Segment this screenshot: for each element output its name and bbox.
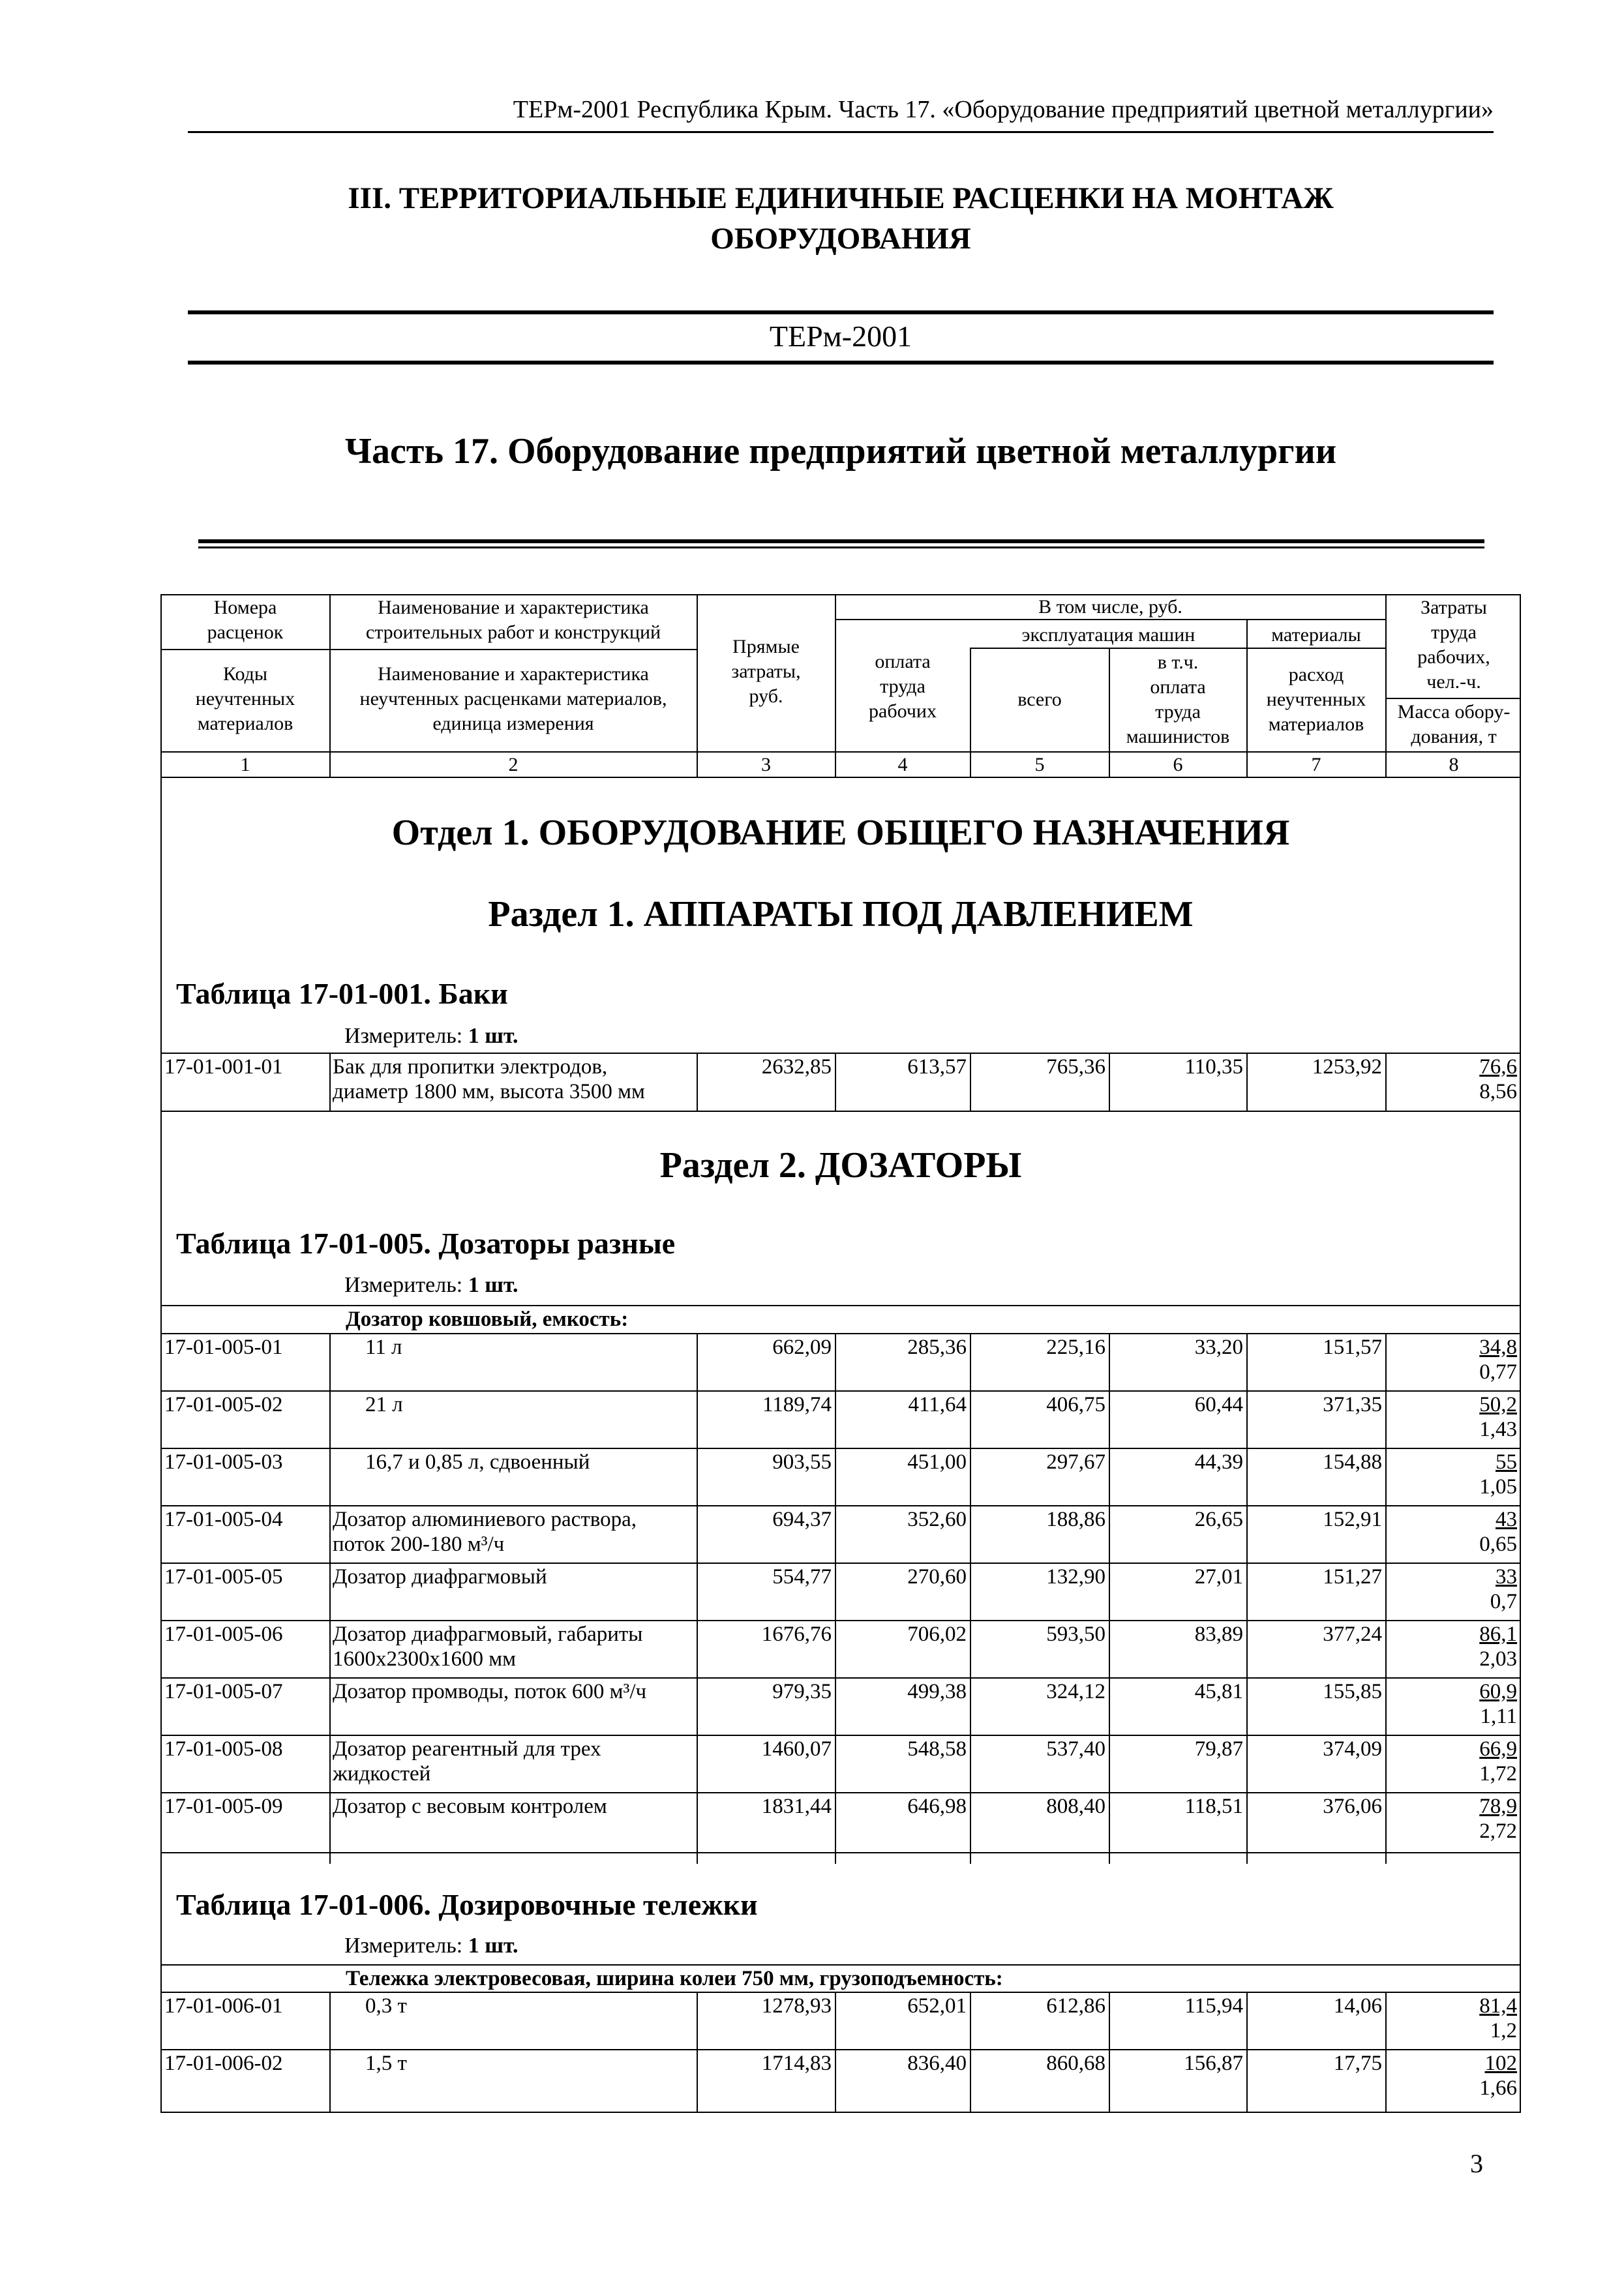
code-title: ТЕРм-2001 (769, 320, 912, 353)
work-name: Дозатор алюминиевого раствора, (333, 1508, 637, 1531)
column-number: 4 (897, 754, 908, 775)
column-number: 6 (1173, 754, 1183, 775)
cost-value: 694,37 (772, 1508, 832, 1531)
rate-code: 17-01-005-06 (164, 1623, 283, 1646)
row-column-divider (329, 1677, 331, 1735)
row-rule (160, 1677, 1521, 1679)
work-name: Дозатор диафрагмовый, габариты (333, 1623, 643, 1646)
row-column-divider (329, 1390, 331, 1448)
row-rule (160, 1390, 1521, 1392)
cost-value: 285,36 (907, 1336, 967, 1359)
cost-value: 132,90 (1046, 1565, 1105, 1589)
cost-value: 593,50 (1046, 1623, 1105, 1646)
cost-value: 371,35 (1323, 1393, 1382, 1416)
cost-value: 377,24 (1323, 1623, 1382, 1646)
cost-value: 44,39 (1194, 1450, 1243, 1474)
running-header: ТЕРм-2001 Республика Крым. Часть 17. «Оборудование предприятий цветной металлургии» (513, 96, 1494, 123)
row-rule (160, 1620, 1521, 1621)
table-1-title: Таблица 17-01-001. Баки (176, 977, 508, 1010)
cost-value: 270,60 (907, 1565, 967, 1589)
code-title-top-rule (188, 310, 1494, 314)
column-number: 1 (240, 754, 250, 775)
equipment-mass: 1,66 (1479, 2076, 1517, 2100)
row-column-divider (329, 1620, 331, 1677)
cost-value: 765,36 (1046, 1055, 1105, 1079)
cost-value: 646,98 (907, 1795, 967, 1818)
table-2-group-title: Дозатор ковшовый, емкость: (346, 1308, 629, 1331)
work-name: 11 л (365, 1336, 402, 1359)
cost-value: 83,89 (1194, 1623, 1243, 1646)
cost-value: 155,85 (1323, 1680, 1382, 1703)
cost-value: 115,94 (1184, 1994, 1243, 2018)
labor-hours: 66,9 (1479, 1737, 1517, 1761)
header-including: В том числе, руб. (1038, 596, 1182, 618)
cost-value: 1460,07 (761, 1737, 832, 1761)
work-name: диаметр 1800 мм, высота 3500 мм (333, 1080, 645, 1103)
labor-hours: 43 (1496, 1508, 1517, 1531)
cost-value: 1831,44 (761, 1795, 832, 1818)
work-name: 1,5 т (365, 2052, 407, 2075)
cost-value: 27,01 (1194, 1565, 1243, 1589)
table-3-meter: Измеритель: 1 шт. (344, 1934, 519, 1958)
labor-hours: 60,9 (1479, 1680, 1517, 1703)
header-rule-4 (1385, 698, 1521, 699)
cost-value: 836,40 (907, 2052, 967, 2075)
labor-hours: 76,6 (1479, 1055, 1517, 1079)
cost-value: 79,87 (1194, 1737, 1243, 1761)
labor-hours: 78,9 (1479, 1795, 1517, 1818)
work-name: Дозатор с весовым контролем (333, 1795, 607, 1818)
labor-hours: 33 (1496, 1565, 1517, 1589)
part-title: Часть 17. Оборудование предприятий цветной металлургии (344, 431, 1337, 471)
razdel-1-title: Раздел 1. АППАРАТЫ ПОД ДАВЛЕНИЕМ (488, 894, 1194, 935)
cost-value: 612,86 (1046, 1994, 1105, 2018)
equipment-mass: 1,11 (1480, 1705, 1517, 1728)
cost-value: 1253,92 (1312, 1055, 1382, 1079)
rate-code: 17-01-006-01 (164, 1994, 283, 2018)
cost-value: 903,55 (772, 1450, 832, 1474)
cost-value: 406,75 (1046, 1393, 1105, 1416)
cost-value: 110,35 (1184, 1055, 1243, 1079)
work-name: Дозатор диафрагмовый (333, 1565, 547, 1589)
table-2-title: Таблица 17-01-005. Дозаторы разные (176, 1227, 676, 1260)
work-name: 21 л (365, 1393, 403, 1416)
header-machine-operation: эксплуатация машин (1021, 624, 1195, 646)
header-material-name: Наименование и характеристика неучтенных расценками материалов, единица измерения (359, 663, 667, 734)
row-rule (160, 2112, 1521, 2113)
cost-value: 706,02 (907, 1623, 967, 1646)
rate-code: 17-01-001-01 (164, 1055, 283, 1079)
equipment-mass: 1,72 (1479, 1762, 1517, 1786)
equipment-mass: 0,65 (1479, 1533, 1517, 1556)
rate-code: 17-01-005-09 (164, 1795, 283, 1818)
row-rule (160, 1053, 1521, 1054)
cost-value: 662,09 (772, 1336, 832, 1359)
labor-hours: 86,1 (1479, 1623, 1517, 1646)
rate-code: 17-01-005-04 (164, 1508, 283, 1531)
cost-value: 1714,83 (761, 2052, 832, 2075)
cost-value: 118,51 (1184, 1795, 1243, 1818)
table-1-meter: Измеритель: 1 шт. (344, 1024, 519, 1048)
cost-value: 26,65 (1194, 1508, 1243, 1531)
column-number: 3 (761, 754, 771, 775)
rate-code: 17-01-005-02 (164, 1393, 283, 1416)
cost-value: 499,38 (907, 1680, 967, 1703)
cost-value: 352,60 (907, 1508, 967, 1531)
cost-value: 451,00 (907, 1450, 967, 1474)
cost-value: 33,20 (1194, 1336, 1243, 1359)
equipment-mass: 0,77 (1479, 1360, 1517, 1384)
rate-code: 17-01-005-08 (164, 1737, 283, 1761)
header-equipment-mass: Масса обору- дования, т (1397, 701, 1511, 747)
work-name: 16,7 и 0,85 л, сдвоенный (365, 1450, 590, 1474)
rate-code: 17-01-005-03 (164, 1450, 283, 1474)
cost-value: 860,68 (1046, 2052, 1105, 2075)
part-title-rule-2 (198, 546, 1484, 548)
work-name: Бак для пропитки электродов, (333, 1055, 608, 1079)
cost-value: 225,16 (1046, 1336, 1105, 1359)
header-unaccounted-materials: расход неучтенных материалов (1266, 664, 1366, 735)
column-number: 7 (1311, 754, 1321, 775)
cost-value: 554,77 (772, 1565, 832, 1589)
table-2-meter: Измеритель: 1 шт. (344, 1273, 519, 1297)
rate-code: 17-01-006-02 (164, 2052, 283, 2075)
table-2-group-top-rule (160, 1305, 1521, 1306)
cost-value: 17,75 (1333, 2052, 1382, 2075)
razdel-2-title: Раздел 2. ДОЗАТОРЫ (659, 1145, 1022, 1186)
column-number: 2 (508, 754, 519, 775)
row-rule (160, 1852, 1521, 1853)
main-title-line-1: III. ТЕРРИТОРИАЛЬНЫЕ ЕДИНИЧНЫЕ РАСЦЕНКИ НА МОНТАЖ (348, 181, 1334, 215)
work-name: жидкостей (333, 1762, 431, 1786)
cost-value: 374,09 (1323, 1737, 1382, 1761)
header-direct-costs: Прямые затраты, руб. (731, 636, 801, 707)
row-rule (160, 1111, 1521, 1112)
row-rule (160, 2049, 1521, 2050)
header-materials: материалы (1271, 624, 1361, 646)
cost-value: 156,87 (1184, 2052, 1243, 2075)
cost-value: 45,81 (1194, 1680, 1243, 1703)
cost-value: 411,64 (908, 1393, 967, 1416)
header-worker-pay: оплата труда рабочих (869, 651, 937, 722)
cost-value: 613,57 (907, 1055, 967, 1079)
rate-code: 17-01-005-01 (164, 1336, 283, 1359)
cost-value: 324,12 (1046, 1680, 1105, 1703)
row-column-divider (329, 1448, 331, 1505)
cost-value: 2632,85 (761, 1055, 832, 1079)
part-title-rule-1 (198, 539, 1484, 543)
column-number: 5 (1034, 754, 1045, 775)
row-column-divider (329, 2049, 331, 2112)
cost-value: 652,01 (907, 1994, 967, 2018)
cost-value: 1189,74 (762, 1393, 832, 1416)
row-rule (160, 1735, 1521, 1736)
table-3-group-title: Тележка электровесовая, ширина колеи 750 мм, грузоподъемность: (346, 1967, 1003, 1990)
table-3-title: Таблица 17-01-006. Дозировочные тележки (176, 1888, 758, 1921)
header-material-codes: Коды неучтенных материалов (195, 663, 295, 734)
work-name: Дозатор промводы, поток 600 м³/ч (333, 1680, 647, 1703)
cost-value: 808,40 (1046, 1795, 1105, 1818)
cost-value: 188,86 (1046, 1508, 1105, 1531)
cost-value: 548,58 (907, 1737, 967, 1761)
cost-value: 152,91 (1323, 1508, 1382, 1531)
cost-value: 1278,93 (761, 1994, 832, 2018)
page-number: 3 (1470, 2149, 1483, 2178)
row-column-divider (329, 1735, 331, 1792)
equipment-mass: 1,05 (1479, 1475, 1517, 1499)
otdel-title: Отдел 1. ОБОРУДОВАНИЕ ОБЩЕГО НАЗНАЧЕНИЯ (391, 813, 1290, 853)
header-machines-total: всего (1017, 689, 1062, 710)
labor-hours: 55 (1496, 1450, 1517, 1474)
equipment-mass: 1,2 (1490, 2019, 1517, 2042)
equipment-mass: 8,56 (1479, 1080, 1517, 1103)
cost-value: 979,35 (772, 1680, 832, 1703)
row-column-divider (329, 1505, 331, 1563)
running-header-rule (188, 131, 1494, 133)
work-name: поток 200-180 м³/ч (333, 1533, 505, 1556)
cost-value: 297,67 (1046, 1450, 1105, 1474)
work-name: 0,3 т (365, 1994, 407, 2018)
row-rule (160, 1505, 1521, 1506)
row-column-divider (329, 1333, 331, 1390)
header-labor-costs: Затраты труда рабочих, чел.-ч. (1417, 597, 1490, 693)
row-column-divider (329, 1992, 331, 2049)
row-rule (160, 1992, 1521, 1993)
cost-value: 151,27 (1323, 1565, 1382, 1589)
cost-value: 60,44 (1194, 1393, 1243, 1416)
cost-value: 376,06 (1323, 1795, 1382, 1818)
labor-hours: 102 (1484, 2052, 1517, 2075)
labor-hours: 34,8 (1479, 1336, 1517, 1359)
main-title-line-2: ОБОРУДОВАНИЯ (710, 222, 971, 256)
row-column-divider (329, 1053, 331, 1111)
labor-hours: 81,4 (1479, 1994, 1517, 2018)
cost-value: 14,06 (1333, 1994, 1382, 2018)
column-number: 8 (1449, 754, 1459, 775)
equipment-mass: 0,7 (1490, 1590, 1517, 1613)
work-name: Дозатор реагентный для трех (333, 1737, 601, 1761)
header-rule-2 (970, 648, 1385, 649)
row-rule (160, 1563, 1521, 1564)
header-work-name: Наименование и характеристика строительных работ и конструкций (365, 597, 661, 643)
work-name: 1600х2300х1600 мм (333, 1647, 517, 1671)
rate-code: 17-01-005-07 (164, 1680, 283, 1703)
equipment-mass: 2,03 (1479, 1647, 1517, 1671)
rate-code: 17-01-005-05 (164, 1565, 283, 1589)
header-operator-pay: в т.ч. оплата труда машинистов (1126, 651, 1230, 747)
row-column-divider (329, 1563, 331, 1620)
labor-hours: 50,2 (1479, 1393, 1517, 1416)
row-rule (160, 1448, 1521, 1449)
cost-value: 154,88 (1323, 1450, 1382, 1474)
header-rule-3 (160, 649, 697, 650)
equipment-mass: 2,72 (1479, 1819, 1517, 1843)
table-3-group-top-rule (160, 1964, 1521, 1966)
main-title (188, 178, 1494, 259)
code-title-bottom-rule (188, 361, 1494, 365)
equipment-mass: 1,43 (1479, 1418, 1517, 1441)
cost-value: 537,40 (1046, 1737, 1105, 1761)
row-rule (160, 1792, 1521, 1793)
cost-value: 1676,76 (761, 1623, 832, 1646)
cost-value: 151,57 (1323, 1336, 1382, 1359)
row-rule (160, 1333, 1521, 1334)
header-rate-numbers: Номера расценок (207, 597, 284, 643)
